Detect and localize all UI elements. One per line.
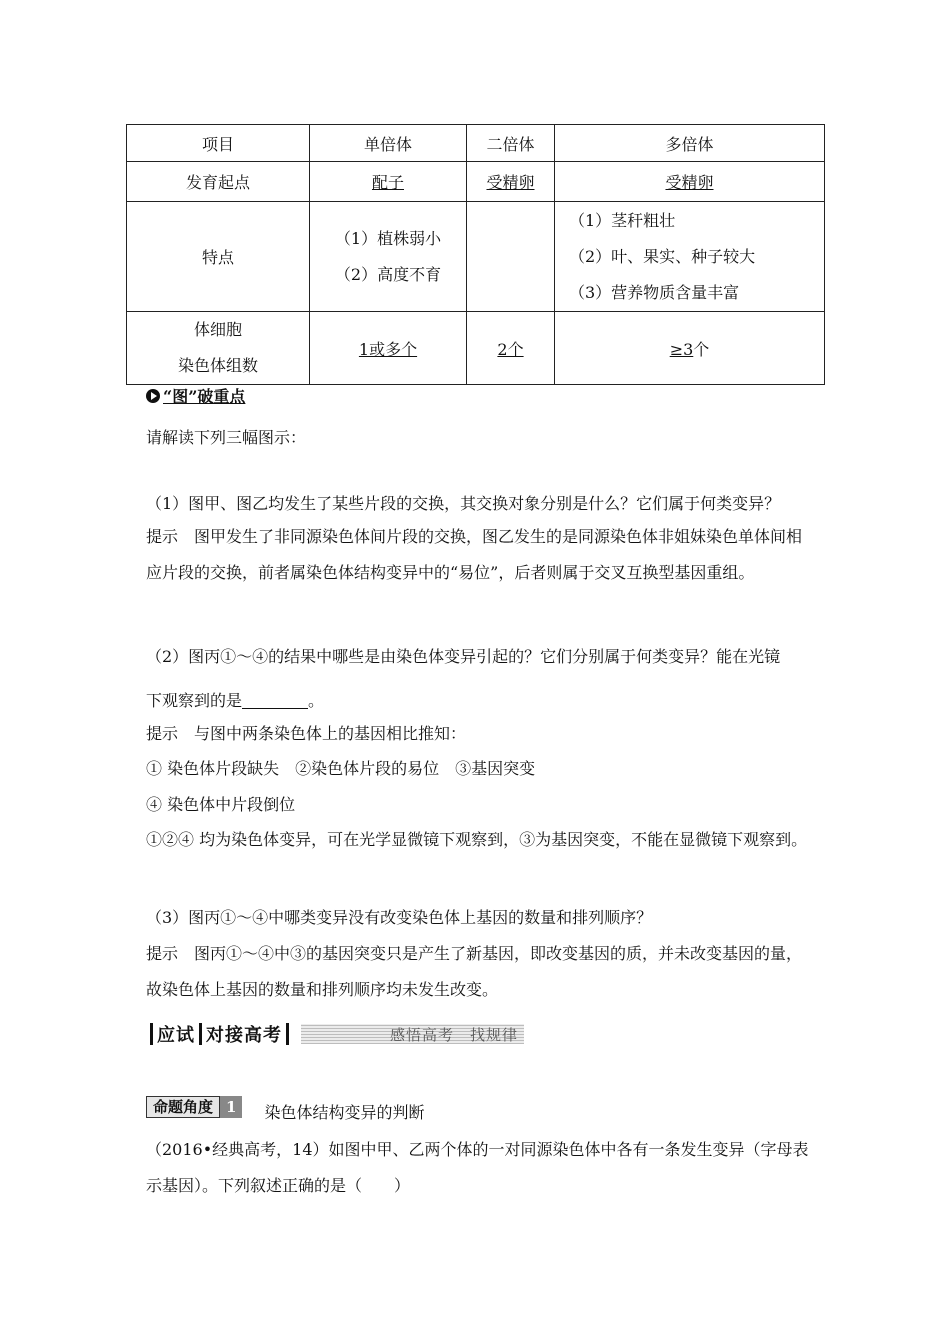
features-diploid [467, 202, 555, 312]
question-2-line2 [146, 683, 810, 719]
exam-question: （2016•经典高考，14）如图中甲、乙两个体的一对同源染色体中各有一条发生变异（字母表示基因）。下列叙述正确的是（ ） [146, 1140, 809, 1195]
origin-haploid: 配子 [371, 173, 404, 192]
question-2-end: 。 [308, 691, 325, 710]
table-row-origin [127, 162, 825, 202]
section-header [146, 384, 245, 407]
haploid-feature-2: （2）高度不育 [334, 264, 442, 284]
angle-title: 染色体结构变异的判断 [264, 1103, 425, 1122]
answer-1: 提示 图甲发生了非同源染色体间片段的交换，图乙发生的是同源染色体非姐妹染色单体间相应片段的交换，前者属染色体结构变异中的“易位”，后者则属于交叉互换型基因重组。 [146, 527, 803, 582]
answer-2-intro: 提示 与图中两条染色体上的基因相比推知： [146, 724, 467, 743]
polyploid-feature-1: （1）茎秆粗壮 [569, 210, 676, 230]
header-item: 项目 [127, 125, 310, 162]
answer-3: 提示 图丙①～④中③的基因突变只是产生了新基因，即改变基因的质，并未改变基因的量，故染色体上基因的数量和排列顺序均未发生改变。 [146, 944, 803, 999]
banner-part2: 对接高考 [206, 1025, 282, 1046]
haploid-feature-1: （1）植株弱小 [334, 228, 442, 248]
table-row-chromosome-sets [127, 312, 825, 385]
sets-label-line1: 体细胞 [193, 320, 242, 339]
question-2-text: 下观察到的是 [146, 691, 243, 710]
banner-bar-icon [150, 1023, 153, 1045]
question-2-line1: （2）图丙①～④的结果中哪些是由染色体变异引起的？它们分别属于何类变异？能在光镜 [146, 647, 781, 666]
polyploid-feature-3: （3）营养物质含量丰富 [569, 282, 740, 302]
banner-bar-icon [286, 1023, 289, 1045]
table-row-features [127, 202, 825, 312]
banner-right [301, 1024, 524, 1044]
banner-bar-icon [199, 1023, 202, 1045]
answer-blank [242, 692, 308, 709]
ploidy-comparison-table [126, 124, 825, 385]
sets-haploid: 1或多个 [358, 339, 418, 359]
origin-polyploid: 受精卵 [665, 173, 714, 192]
features-polyploid [555, 202, 825, 312]
proposition-angle [146, 1090, 424, 1123]
origin-diploid: 受精卵 [486, 173, 535, 192]
answer-2-line1: ① 染色体片段缺失 ②染色体片段的易位 ③基因突变 [146, 759, 536, 778]
question-3: （3）图丙①～④中哪类变异没有改变染色体上基因的数量和排列顺序？ [146, 908, 653, 927]
features-label: 特点 [127, 202, 310, 312]
table-header-row [127, 125, 825, 162]
question-1: （1）图甲、图乙均发生了某些片段的交换，其交换对象分别是什么？它们属于何类变异？ [146, 494, 781, 513]
sets-polyploid [555, 312, 825, 385]
header-polyploid: 多倍体 [555, 125, 825, 162]
answer-2-line3: ①②④ 均为染色体变异，可在光学显微镜下观察到，③为基因突变，不能在显微镜下观察到。 [146, 830, 808, 849]
play-icon [146, 389, 160, 403]
origin-label: 发育起点 [127, 162, 310, 202]
angle-label: 命题角度 [146, 1096, 220, 1118]
exam-banner [146, 1020, 524, 1048]
sets-label-line2: 染色体组数 [177, 356, 258, 375]
sets-diploid: 2个 [497, 339, 524, 359]
polyploid-feature-2: （2）叶、果实、种子较大 [569, 246, 756, 266]
sets-label [127, 312, 310, 385]
sets-polyploid-value: ≥3 [669, 339, 694, 359]
banner-right-text: 感悟高考 找规律 [389, 1025, 518, 1044]
section-header-text: “图”破重点 [163, 387, 246, 406]
banner-title [146, 1021, 301, 1047]
header-haploid: 单倍体 [310, 125, 467, 162]
sets-polyploid-unit: 个 [693, 339, 710, 359]
features-haploid [310, 202, 467, 312]
header-diploid: 二倍体 [467, 125, 555, 162]
intro-text: 请解读下列三幅图示： [146, 428, 307, 447]
banner-part1: 应试 [157, 1025, 195, 1046]
answer-2-line2: ④ 染色体中片段倒位 [146, 795, 296, 814]
angle-number: 1 [220, 1096, 242, 1118]
